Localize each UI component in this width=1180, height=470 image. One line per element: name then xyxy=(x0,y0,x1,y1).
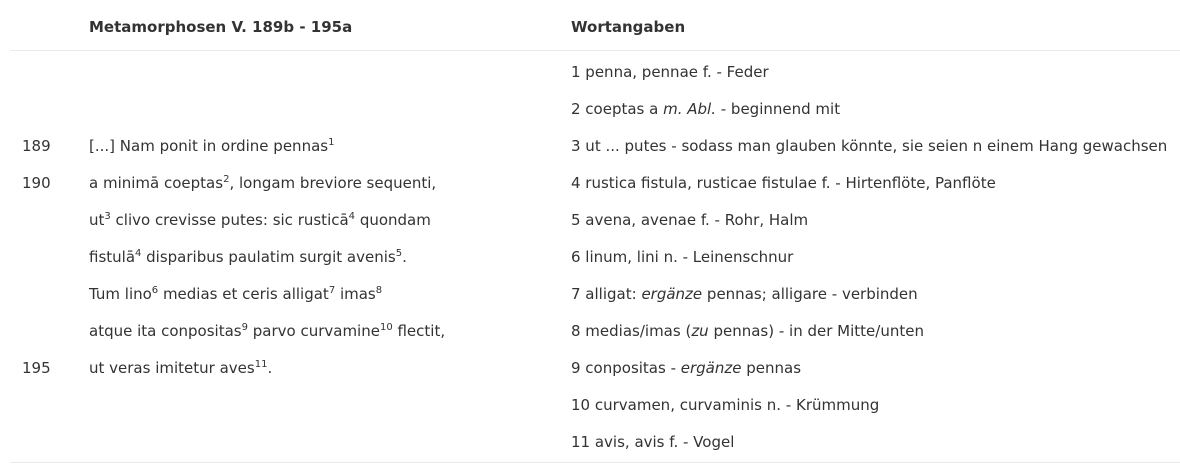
latin-verse xyxy=(89,247,407,267)
table-row xyxy=(10,173,1180,210)
table-bottom-divider xyxy=(10,462,1180,463)
table-row xyxy=(10,432,1180,469)
vocabulary-note xyxy=(571,284,918,304)
vocabulary-note xyxy=(571,358,801,378)
italic-term: zu xyxy=(691,322,709,340)
text-segment: 10 curvamen, curvaminis n. - Krümmung xyxy=(571,396,880,414)
italic-term: m. Abl. xyxy=(663,100,716,118)
footnote-marker: 9 xyxy=(241,322,248,333)
vocabulary-note xyxy=(571,210,808,230)
header-words-title: Wortangaben xyxy=(571,18,686,36)
footnote-marker: 6 xyxy=(151,285,159,296)
text-segment: parvo curvamine xyxy=(247,322,380,340)
text-segment: clivo crevisse putes: sic rusticā xyxy=(110,211,349,229)
vocabulary-note xyxy=(571,321,924,341)
text-segment: pennas; alligare - verbinden xyxy=(702,285,918,303)
vocabulary-note xyxy=(571,99,840,119)
table-row xyxy=(10,136,1180,173)
table-header xyxy=(10,0,1180,51)
table-row xyxy=(10,210,1180,247)
footnote-marker: 10 xyxy=(379,322,393,333)
footnote-marker: 8 xyxy=(375,285,383,296)
text-segment: medias et ceris alligat xyxy=(158,285,329,303)
table-row xyxy=(10,62,1180,99)
text-segment: Tum lino xyxy=(89,285,152,303)
footnote-marker: 5 xyxy=(395,248,403,259)
header-text-title: Metamorphosen V. 189b - 195a xyxy=(89,18,353,36)
text-segment: . xyxy=(402,248,407,266)
footnote-marker: 1 xyxy=(328,137,335,148)
text-segment: 8 medias/imas ( xyxy=(571,322,692,340)
italic-term: ergänze xyxy=(680,359,742,377)
vocabulary-note xyxy=(571,395,879,415)
text-segment: a minimā coeptas xyxy=(89,174,224,192)
text-segment: , longam breviore sequenti, xyxy=(229,174,437,192)
footnote-marker: 4 xyxy=(348,211,356,222)
text-segment: 3 ut ... putes - sodass man glauben könnte, sie seien n einem Hang gewachsen xyxy=(571,137,1168,155)
text-segment: flectit, xyxy=(392,322,446,340)
vocabulary-note xyxy=(571,247,793,267)
text-segment: 2 coeptas a xyxy=(571,100,664,118)
text-segment: 9 conpositas - xyxy=(571,359,681,377)
text-segment: fistulā xyxy=(89,248,136,266)
latin-verse xyxy=(89,173,436,193)
text-segment: 1 penna, pennae f. - Feder xyxy=(571,63,769,81)
latin-verse xyxy=(89,284,382,304)
table-row xyxy=(10,321,1180,358)
table-row xyxy=(10,284,1180,321)
table-row xyxy=(10,395,1180,432)
text-segment: 4 rustica fistula, rusticae fistulae f. - Hirtenflöte, Panflöte xyxy=(571,174,996,192)
latin-verse xyxy=(89,358,272,378)
text-segment: . xyxy=(267,359,273,377)
footnote-marker: 3 xyxy=(104,211,111,222)
text-segment: 6 linum, lini n. - Leinenschnur xyxy=(571,248,794,266)
footnote-marker: 4 xyxy=(135,248,142,259)
line-number: 189 xyxy=(22,137,51,155)
vocabulary-note xyxy=(571,136,1167,156)
latin-verse xyxy=(89,321,445,341)
vocabulary-note xyxy=(571,432,734,452)
text-segment: - beginnend mit xyxy=(715,100,841,118)
table-row xyxy=(10,247,1180,284)
footnote-marker: 2 xyxy=(223,174,230,185)
italic-term: ergänze xyxy=(641,285,703,303)
text-segment: ut xyxy=(89,211,105,229)
text-segment: pennas xyxy=(741,359,802,377)
text-segment: 7 alligat: xyxy=(571,285,642,303)
text-segment: ut veras imitetur aves xyxy=(89,359,255,377)
text-segment: pennas) - in der Mitte/unten xyxy=(708,322,924,340)
text-segment: 5 avena, avenae f. - Rohr, Halm xyxy=(571,211,809,229)
text-segment: disparibus paulatim surgit avenis xyxy=(141,248,396,266)
footnote-marker: 11 xyxy=(254,359,268,370)
latin-verse xyxy=(89,136,334,156)
footnote-marker: 7 xyxy=(328,285,336,296)
vocabulary-note xyxy=(571,173,996,193)
text-segment: 11 avis, avis f. - Vogel xyxy=(571,433,735,451)
vocabulary-note xyxy=(571,62,769,82)
text-segment: imas xyxy=(335,285,376,303)
line-number: 195 xyxy=(22,359,51,377)
text-segment: quondam xyxy=(355,211,431,229)
text-segment: [...] Nam ponit in ordine pennas xyxy=(89,137,329,155)
table-row xyxy=(10,358,1180,395)
table-row xyxy=(10,99,1180,136)
line-number: 190 xyxy=(22,174,51,192)
text-segment: atque ita conpositas xyxy=(89,322,242,340)
latin-verse xyxy=(89,210,431,230)
